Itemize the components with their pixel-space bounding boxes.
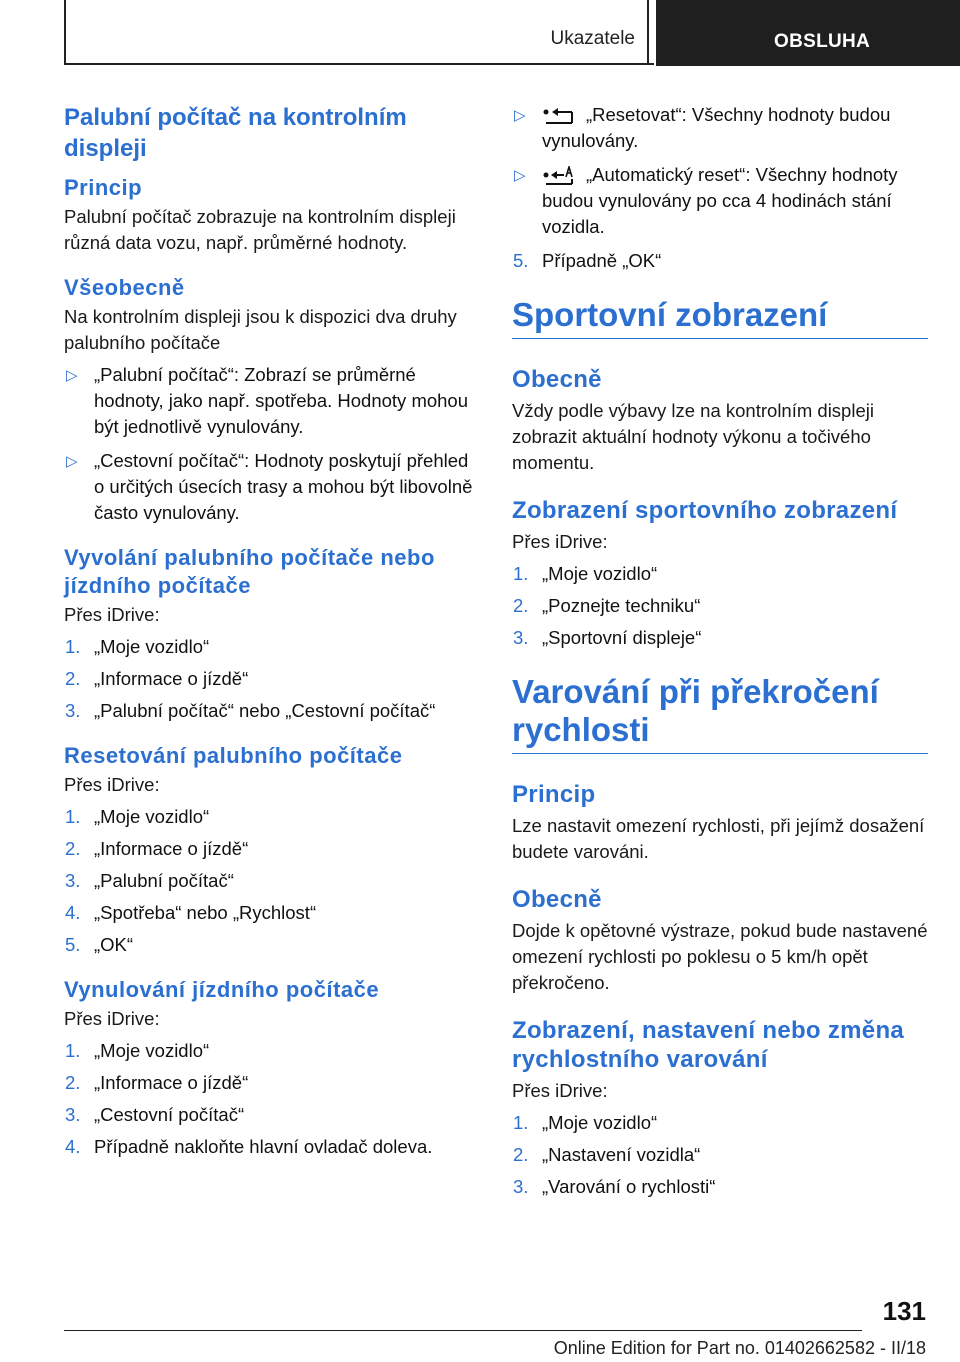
chapter-label: OBSLUHA	[774, 31, 871, 52]
chapter-tab	[656, 0, 960, 66]
steps-sport	[512, 561, 928, 651]
heading-varovani-rychlosti: Varování při překročení rychlosti	[512, 673, 928, 754]
edition-note: Online Edition for Part no. 01402662582 - II/18	[553, 1338, 926, 1358]
list-item: 1. „Moje vozidlo“	[65, 1040, 210, 1061]
triangle-bullet-icon: ▷	[66, 453, 78, 470]
steps-reset-continued	[512, 248, 928, 274]
steps-vyvolani	[64, 634, 482, 724]
heading-vseobecne: Všeobecně	[64, 275, 185, 300]
heading-sportovni-zobrazeni: Sportovní zobrazení	[512, 296, 928, 339]
paragraph-varovani-intro: Přes iDrive:	[512, 1080, 608, 1101]
list-item: 2. „Poznejte techniku“	[513, 595, 701, 616]
section-label: Ukazatele	[550, 28, 635, 49]
paragraph-vseobecne: Na kontrolním displeji jsou k dispozici dva druhy palubního počítače	[64, 306, 457, 353]
header-divider-left	[64, 0, 66, 64]
list-item: 2. „Nastavení vozidla“	[513, 1144, 701, 1165]
list-item: ▷ „Automatický reset“: Všechny hodnoty budou vynulovány po cca 4 hodinách stání vozidla.	[514, 164, 898, 237]
list-item: 3. „Palubní počítač“	[65, 870, 234, 891]
triangle-bullet-icon: ▷	[66, 367, 78, 384]
list-item: 2. „Informace o jízdě“	[65, 668, 249, 689]
triangle-bullet-icon: ▷	[514, 167, 526, 184]
paragraph-princip: Palubní počítač zobrazuje na kontrolním displeji různá data vozu, např. průměrné hodnoty.	[64, 206, 456, 253]
steps-vynulovani	[64, 1038, 482, 1160]
list-item: ▷ „Palubní počítač“: Zobrazí se průměrné hodnoty, jako např. spotřeba. Hodnoty mohou být jednotlivě vynulovány.	[66, 364, 469, 437]
paragraph-princip-varovani: Lze nastavit omezení rychlosti, při jejímž dosažení budete varováni.	[512, 815, 925, 862]
bullet-list-reset-options	[512, 102, 928, 240]
heading-resetovani: Resetování palubního počítače	[64, 743, 403, 768]
steps-resetovani	[64, 804, 482, 958]
list-item: ▷ „Cestovní počítač“: Hodnoty poskytují přehled o určitých úsecích trasy a mohou být libovolně často vynulovány.	[66, 450, 473, 523]
list-item: 1. „Moje vozidlo“	[65, 806, 210, 827]
paragraph-vynulovani-intro: Přes iDrive:	[64, 1008, 160, 1029]
auto-reset-icon	[542, 166, 576, 186]
heading-princip: Princip	[64, 175, 143, 200]
paragraph-sport-intro: Přes iDrive:	[512, 531, 608, 552]
list-item: 4. Případně nakloňte hlavní ovladač doleva.	[65, 1136, 433, 1157]
header-divider-mid	[647, 0, 649, 64]
list-item: 1. „Moje vozidlo“	[65, 636, 210, 657]
list-item: 5. Případně „OK“	[513, 250, 662, 271]
heading-zobrazeni-varovani: Zobrazení, nastavení nebo změna rychlostního varování	[512, 1017, 905, 1073]
heading-princip-varovani: Princip	[512, 781, 596, 808]
list-item: 3. „Sportovní displeje“	[513, 627, 702, 648]
heading-zobrazeni-sport: Zobrazení sportovního zobrazení	[512, 497, 898, 524]
left-column	[64, 102, 482, 1166]
heading-vyvolani: Vyvolání palubního počítače nebo jízdního počítače	[64, 545, 435, 598]
paragraph-obecne-varovani: Dojde k opětovné výstraze, pokud bude nastavené omezení rychlosti po poklesu o 5 km/h opět překročeno.	[512, 920, 928, 993]
page-number: 131	[882, 1296, 926, 1326]
heading-vynulovani: Vynulování jízdního počítače	[64, 977, 380, 1002]
list-item: 3. „Palubní počítač“ nebo „Cestovní počítač“	[65, 700, 436, 721]
bullet-list-vseobecne	[64, 362, 482, 526]
steps-varovani	[512, 1110, 928, 1200]
list-item: 2. „Informace o jízdě“	[65, 1072, 249, 1093]
heading-obecne-varovani: Obecně	[512, 886, 602, 913]
list-item: 1. „Moje vozidlo“	[513, 1112, 658, 1133]
list-item: 3. „Varování o rychlosti“	[513, 1176, 716, 1197]
right-column	[512, 102, 928, 1206]
header-divider-bottom	[64, 63, 654, 65]
list-item: 5. „OK“	[65, 934, 134, 955]
list-item: 2. „Informace o jízdě“	[65, 838, 249, 859]
paragraph-resetovani-intro: Přes iDrive:	[64, 774, 160, 795]
list-item: 3. „Cestovní počítač“	[65, 1104, 245, 1125]
footer-divider	[64, 1330, 862, 1331]
list-item: 1. „Moje vozidlo“	[513, 563, 658, 584]
heading-obecne-sport: Obecně	[512, 366, 602, 393]
paragraph-obecne-sport: Vždy podle výbavy lze na kontrolním displeji zobrazit aktuální hodnoty výkonu a točivého momentu.	[512, 400, 874, 473]
reset-icon	[542, 106, 576, 126]
triangle-bullet-icon: ▷	[514, 107, 526, 124]
list-item: 4. „Spotřeba“ nebo „Rychlost“	[65, 902, 317, 923]
page-title: Palubní počítač na kontrolním displeji	[64, 104, 407, 162]
paragraph-vyvolani-intro: Přes iDrive:	[64, 604, 160, 625]
list-item: ▷ „Resetovat“: Všechny hodnoty budou vynulovány.	[514, 104, 891, 151]
